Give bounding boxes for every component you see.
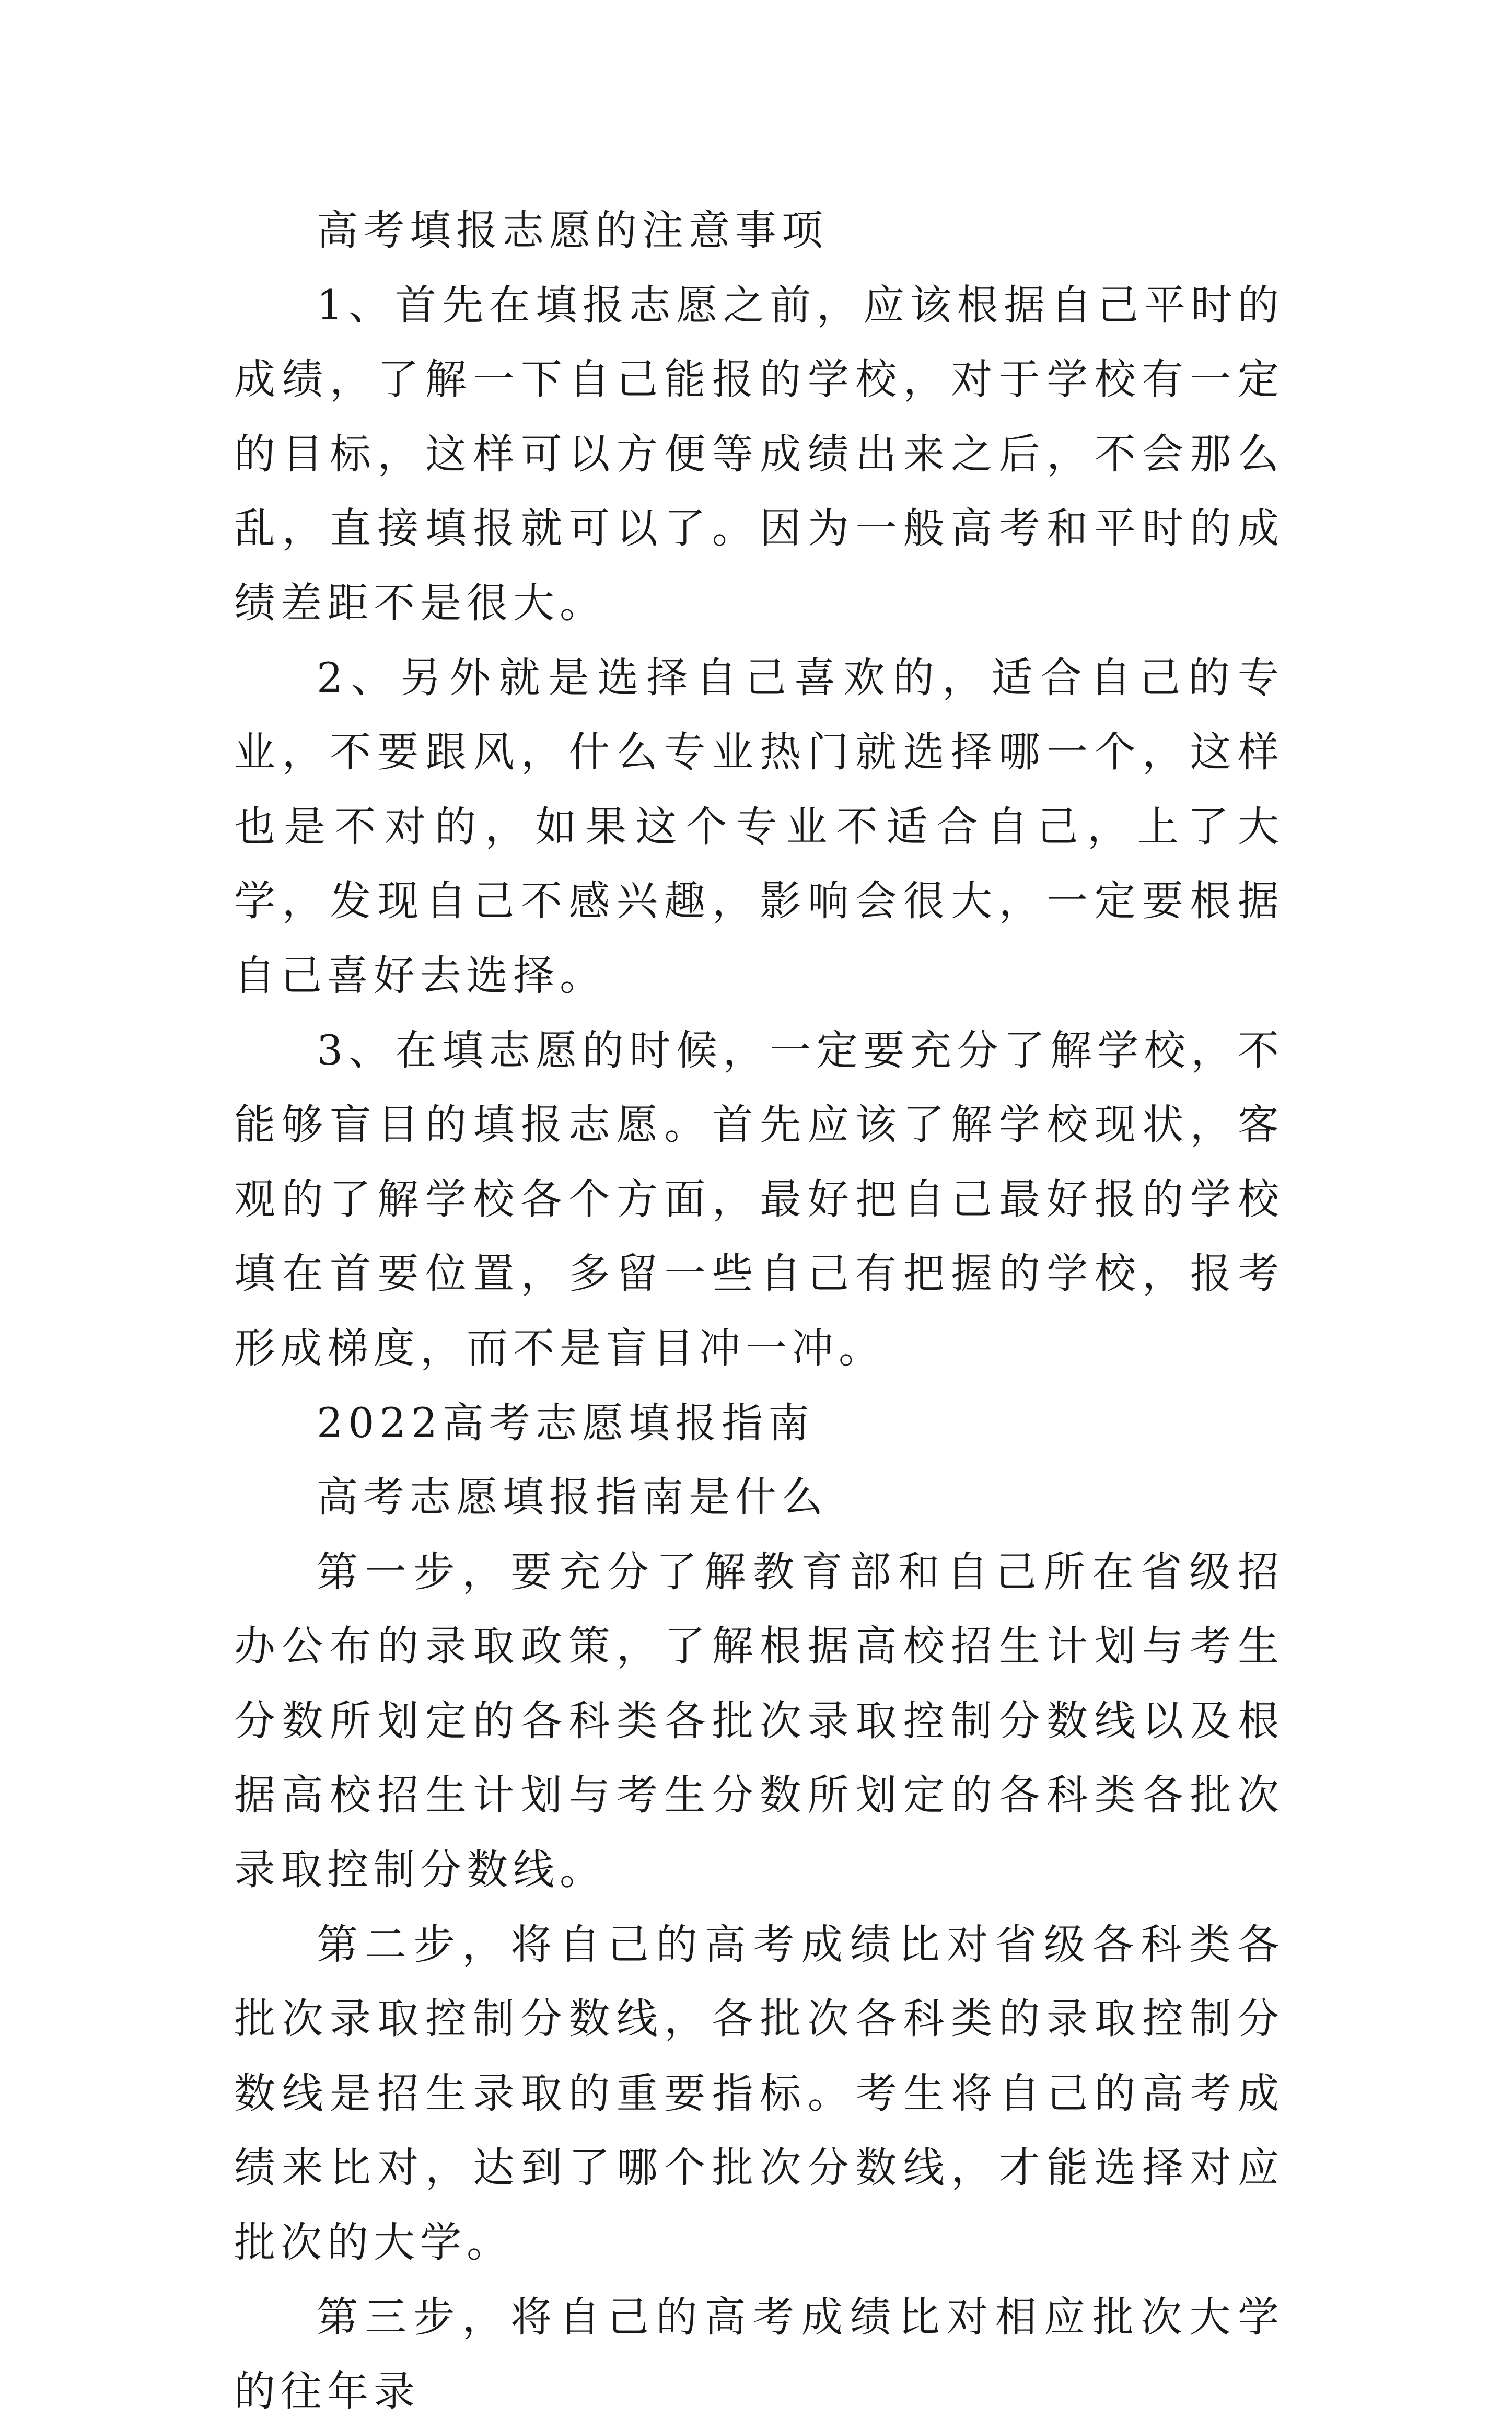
paragraph: 1、首先在填报志愿之前，应该根据自己平时的成绩，了解一下自己能报的学校，对于学校有一定的目标，这样可以方便等成绩出来之后，不会那么乱，直接填报就可以了。因为一般高考和平时的成绩差距不是很大。 (234, 281, 1284, 627)
paragraph: 2、另外就是选择自己喜欢的，适合自己的专业，不要跟风，什么专业热门就选择哪一个，这样也是不对的，如果这个专业不适合自己，上了大学，发现自己不感兴趣，影响会很大，一定要根据自己喜好去选择。 (234, 653, 1284, 1000)
paragraph: 3、在填志愿的时候，一定要充分了解学校，不能够盲目的填报志愿。首先应该了解学校现状，客观的了解学校各个方面，最好把自己最好报的学校填在首要位置，多留一些自己有把握的学校，报考形成梯度，而不是盲目冲一冲。 (234, 1026, 1284, 1372)
paragraph: 第三步，将自己的高考成绩比对相应批次大学的往年录 (234, 2293, 1284, 2416)
document-body (234, 193, 1284, 2429)
paragraph: 第一步，要充分了解教育部和自己所在省级招办公布的录取政策，了解根据高校招生计划与考生分数所划定的各科类各批次录取控制分数线以及根据高校招生计划与考生分数所划定的各科类各批次录取控制分数线。 (234, 1547, 1284, 1894)
section-heading: 高考志愿填报指南是什么 (317, 1473, 828, 1522)
section-heading: 高考填报志愿的注意事项 (317, 206, 828, 255)
paragraph: 第二步，将自己的高考成绩比对省级各科类各批次录取控制分数线，各批次各科类的录取控制分数线是招生录取的重要指标。考生将自己的高考成绩来比对，达到了哪个批次分数线，才能选择对应批次的大学。 (234, 1920, 1284, 2267)
section-heading: 2022高考志愿填报指南 (317, 1398, 815, 1447)
